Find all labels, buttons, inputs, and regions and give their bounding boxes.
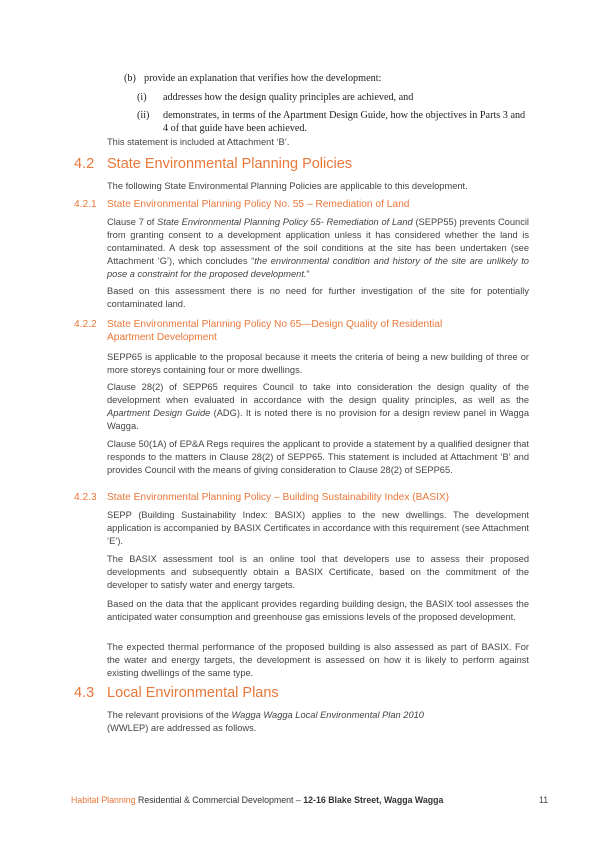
paragraph: The BASIX assessment tool is an online tool that developers use to assess their proposed developments and subsequently obtain a BASIX Certificate, based on the commitment of the developer to satisfy water and energy targets. [107,554,529,590]
list-text: addresses how the design quality principles are achieved, and [163,92,414,103]
paragraph: Based on this assessment there is no need for further investigation of the site for potentially contaminated land. [107,286,529,309]
footer-brand: Habitat Planning [71,795,136,805]
paragraph: This statement is included at Attachment ‘B’. [107,137,290,147]
section-number: 4.2 [74,156,95,172]
subsection-title: State Environmental Planning Policy No 65—Design Quality of Residential Apartment Development [107,319,443,343]
list-text: provide an explanation that verifies how the development: [144,73,382,84]
list-marker: (ii) [137,110,150,121]
subsection-number: 4.2.2 [74,319,97,330]
page-footer [71,795,531,805]
footer-text: Residential & Commercial Development – [135,795,304,805]
paragraph: The following State Environmental Planning Policies are applicable to this development. [107,181,468,191]
subsection-title: State Environmental Planning Policy – Building Sustainability Index (BASIX) [107,492,450,503]
paragraph: Clause 50(1A) of EP&A Regs requires the applicant to provide a statement by a qualified designer that responds to the matters in Clause 28(2) of SEPP65. This statement is included at Attachment ‘B’ and provides Council with the means of giving consideration to Clause 28(2) of SEPP65. [107,439,529,475]
paragraph: Based on the data that the applicant provides regarding building design, the BASIX tool assesses the anticipated water consumption and greenhouse gas emissions levels of the proposed development. [107,599,529,622]
section-title: State Environmental Planning Policies [107,156,353,172]
section-title: Local Environmental Plans [107,685,279,701]
list-text: demonstrates, in terms of the Apartment Design Guide, how the objectives in Parts 3 and 4 of that guide have been achieved. [163,110,526,134]
paragraph: Clause 7 of State Environmental Planning Policy 55- Remediation of Land (SEPP55) prevents Council from granting consent to a development application unless it has considered whether the land is contaminated. A desk top assessment of the soil conditions at the site has been undertaken (see Attachment ‘G’), which concludes “the environmental condition and history of the site are unlikely to pose a constraint for the proposed development.” [107,217,529,279]
footer-address: 12-16 Blake Street, Wagga Wagga [303,795,444,805]
paragraph: Clause 28(2) of SEPP65 requires Council to take into consideration the design quality of the development when evaluated in accordance with the design quality principles, as well as the Apartment Design Guide (ADG). It is noted there is no provision for a design review panel in Wagga Wagga. [107,382,529,431]
subsection-number: 4.2.3 [74,492,97,503]
section-number: 4.3 [74,685,95,701]
paragraph: The relevant provisions of the Wagga Wagga Local Environmental Plan 2010 (WWLEP) are addressed as follows. [107,710,424,733]
paragraph: The expected thermal performance of the proposed building is also assessed as part of BASIX. For the water and energy targets, the development is assessed on how it is likely to perform against existing dwellings of the same type. [107,642,529,678]
subsection-title: State Environmental Planning Policy No. 55 – Remediation of Land [107,199,410,210]
paragraph: SEPP (Building Sustainability Index: BASIX) applies to the new dwellings. The development application is accompanied by BASIX Certificates in accordance with this requirement (see Attachment ‘E’). [107,510,529,546]
page-number: 11 [539,795,549,805]
paragraph: SEPP65 is applicable to the proposal because it meets the criteria of being a new building of three or more storeys containing four or more dwellings. [107,352,529,375]
list-marker: (b) [124,73,136,84]
list-marker: (i) [137,92,147,103]
subsection-number: 4.2.1 [74,199,97,210]
